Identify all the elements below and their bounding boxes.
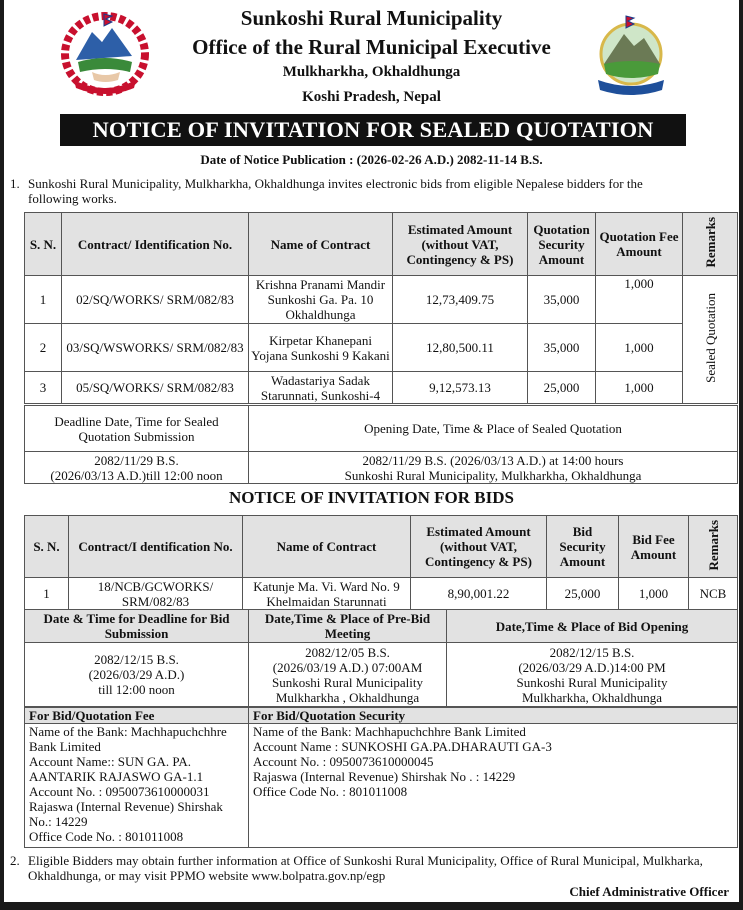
prebid-line: 2082/12/05 B.S. <box>305 644 390 660</box>
fee-line: Account No. : 0950073610000031 <box>29 784 210 799</box>
header <box>4 0 739 112</box>
opening-line: Sunkoshi Rural Municipality <box>516 674 668 690</box>
header-sn: S. N. <box>25 213 62 276</box>
cell-estimated: 12,80,500.11 <box>393 324 528 372</box>
cell-estimated: 9,12,573.13 <box>393 372 528 404</box>
cell-contract-id: 03/SQ/WSWORKS/ SRM/082/83 <box>62 324 249 372</box>
office-title: Office of the Rural Municipal Executive <box>192 35 551 59</box>
cell-sn: 1 <box>25 276 62 324</box>
opening-value <box>249 452 738 484</box>
prebid-header: Date,Time & Place of Pre-Bid Meeting <box>249 610 447 643</box>
fee-line: Rajaswa (Internal Revenue) Shirshak No.: 14229 <box>29 799 223 829</box>
paragraph-text: following works. <box>28 191 117 206</box>
security-line: Account No. : 0950073610000045 <box>253 754 434 769</box>
paragraph-1 <box>10 176 736 206</box>
cell-name: Katunje Ma. Vi. Ward No. 9 Khelmaidan Starunnati <box>243 578 411 610</box>
cell-fee: 1,000 <box>596 372 683 404</box>
remarks-text: Sealed Quotation <box>702 293 718 383</box>
prebid-line: (2026/03/19 A.D.) 07:00AM <box>272 659 423 675</box>
municipality-logo <box>590 12 672 98</box>
cell-fee: 1,000 <box>596 324 683 372</box>
opening-line: 2082/11/29 B.S. (2026/03/13 A.D.) at 14:00 hours <box>362 452 624 468</box>
header-name: Name of Contract <box>249 213 393 276</box>
fee-header: For Bid/Quotation Fee <box>25 708 249 724</box>
province-text: Koshi Pradesh, Nepal <box>302 89 441 105</box>
table-row <box>25 578 738 610</box>
security-line: Rajaswa (Internal Revenue) Shirshak No . : 14229 <box>253 769 516 784</box>
paragraph-text: Okhaldhunga, or may visit PPMO website www.bolpatra.gov.np/egp <box>28 868 386 883</box>
bids-schedule-table <box>24 609 738 707</box>
municipality-title: Sunkoshi Rural Municipality <box>240 6 503 30</box>
opening-line: Sunkoshi Rural Municipality, Mulkharkha, Okhaldhunga <box>344 467 642 483</box>
cell-name: Wadastariya Sadak Starunnati, Sunkoshi-4 <box>249 372 393 404</box>
deadline-header: Date & Time for Deadline for Bid Submission <box>25 610 249 643</box>
fee-details <box>25 724 249 848</box>
quotation-table <box>24 212 738 404</box>
notice-page <box>4 0 739 906</box>
cell-sn: 2 <box>25 324 62 372</box>
table-row <box>25 276 738 324</box>
publication-date: Date of Notice Publication : (2026-02-26 A.D.) 2082-11-14 B.S. <box>200 152 543 167</box>
bank-details-table <box>24 707 738 848</box>
header-remarks <box>683 213 738 276</box>
deadline-line: 2082/11/29 B.S. <box>94 452 179 468</box>
cell-name: Krishna Pranami Mandir Sunkoshi Ga. Pa. 10 Okhaldhunga <box>249 276 393 324</box>
prebid-line: Mulkharkha , Okhaldhunga <box>275 689 420 705</box>
deadline-header: Deadline Date, Time for Sealed Quotation Submission <box>25 406 249 452</box>
cell-contract-id: 02/SQ/WORKS/ SRM/082/83 <box>62 276 249 324</box>
deadline-line: (2026/03/29 A.D.) <box>88 667 185 682</box>
fee-line: Office Code No. : 801011008 <box>29 829 184 844</box>
cell-name: Kirpetar Khanepani Yojana Sunkoshi 9 Kakani <box>249 324 393 372</box>
security-line: Office Code No. : 801011008 <box>253 784 408 799</box>
deadline-line: (2026/03/13 A.D.)till 12:00 noon <box>50 467 223 483</box>
cell-estimated: 8,90,001.22 <box>411 578 547 610</box>
fee-line: Account Name:: SUN GA. PA. AANTARIK RAJASWO GA-1.1 <box>29 754 204 784</box>
fee-line: Name of the Bank: Machhapuchchhre Bank Limited <box>29 724 227 754</box>
header-fee: Quotation Fee Amount <box>596 213 683 276</box>
opening-value <box>447 643 738 707</box>
header-contract-id: Contract/ Identification No. <box>62 213 249 276</box>
security-line: Name of the Bank: Machhapuchchhre Bank Limited <box>253 724 526 739</box>
header-estimated: Estimated Amount (without VAT, Contingency & PS) <box>393 213 528 276</box>
cell-estimated: 12,73,409.75 <box>393 276 528 324</box>
table-header-row <box>25 213 738 276</box>
deadline-value <box>25 452 249 484</box>
header-remarks <box>689 516 738 578</box>
deadline-value <box>25 643 249 707</box>
header-remarks-text: Remarks <box>705 519 721 571</box>
cell-sn: 1 <box>25 578 69 610</box>
opening-header: Opening Date, Time & Place of Sealed Quotation <box>249 406 738 452</box>
header-sn: S. N. <box>25 516 69 578</box>
security-header: For Bid/Quotation Security <box>249 708 738 724</box>
deadline-line: till 12:00 noon <box>98 682 175 697</box>
cell-security: 35,000 <box>528 276 596 324</box>
deadline-line: 2082/12/15 B.S. <box>94 652 179 667</box>
header-name: Name of Contract <box>243 516 411 578</box>
table-row <box>25 324 738 372</box>
header-remarks-text: Remarks <box>702 217 718 268</box>
table-row <box>25 372 738 404</box>
paragraph-text: Eligible Bidders may obtain further information at Office of Sunkoshi Rural Municipality, Office of Rural Municipal, Mulkharka, <box>28 853 703 868</box>
header-security: Quotation Security Amount <box>528 213 596 276</box>
cell-contract-id: 18/NCB/GCWORKS/ SRM/082/83 <box>69 578 243 610</box>
signature-title: Chief Administrative Officer <box>569 884 729 899</box>
cell-fee: 1,000 <box>619 578 689 610</box>
cell-security: 25,000 <box>528 372 596 404</box>
bids-section-title: NOTICE OF INVITATION FOR BIDS <box>229 488 514 507</box>
bids-table <box>24 515 738 610</box>
opening-line: 2082/12/15 B.S. <box>549 644 635 660</box>
sealed-quotation-banner: NOTICE OF INVITATION FOR SEALED QUOTATION <box>60 114 686 146</box>
table-header-row <box>25 516 738 578</box>
security-line: Account Name : SUNKOSHI GA.PA.DHARAUTI GA-3 <box>253 739 552 754</box>
header-estimated: Estimated Amount (without VAT, Contingency & PS) <box>411 516 547 578</box>
security-details <box>249 724 738 848</box>
paragraph-2 <box>10 853 736 883</box>
cell-contract-id: 05/SQ/WORKS/ SRM/082/83 <box>62 372 249 404</box>
cell-security: 35,000 <box>528 324 596 372</box>
paragraph-number: 1. <box>10 176 20 191</box>
quotation-schedule-table <box>24 405 738 484</box>
opening-header: Date,Time & Place of Bid Opening <box>447 610 738 643</box>
prebid-value <box>249 643 447 707</box>
header-security: Bid Security Amount <box>547 516 619 578</box>
header-contract-id: Contract/I dentification No. <box>69 516 243 578</box>
paragraph-number: 2. <box>10 853 20 868</box>
cell-fee: 1,000 <box>596 276 683 324</box>
opening-line: (2026/03/29 A.D.)14:00 PM <box>518 659 666 675</box>
location-text: Mulkharkha, Okhaldhunga <box>282 64 461 80</box>
cell-sn: 3 <box>25 372 62 404</box>
prebid-line: Sunkoshi Rural Municipality <box>272 674 423 690</box>
cell-remarks <box>683 276 738 404</box>
paragraph-text: Sunkoshi Rural Municipality, Mulkharkha, Okhaldhunga invites electronic bids from eligible Nepalese bidders for the <box>28 176 643 191</box>
cell-security: 25,000 <box>547 578 619 610</box>
opening-line: Mulkharkha, Okhaldhunga <box>521 689 663 705</box>
header-fee: Bid Fee Amount <box>619 516 689 578</box>
cell-remarks: NCB <box>689 578 738 610</box>
